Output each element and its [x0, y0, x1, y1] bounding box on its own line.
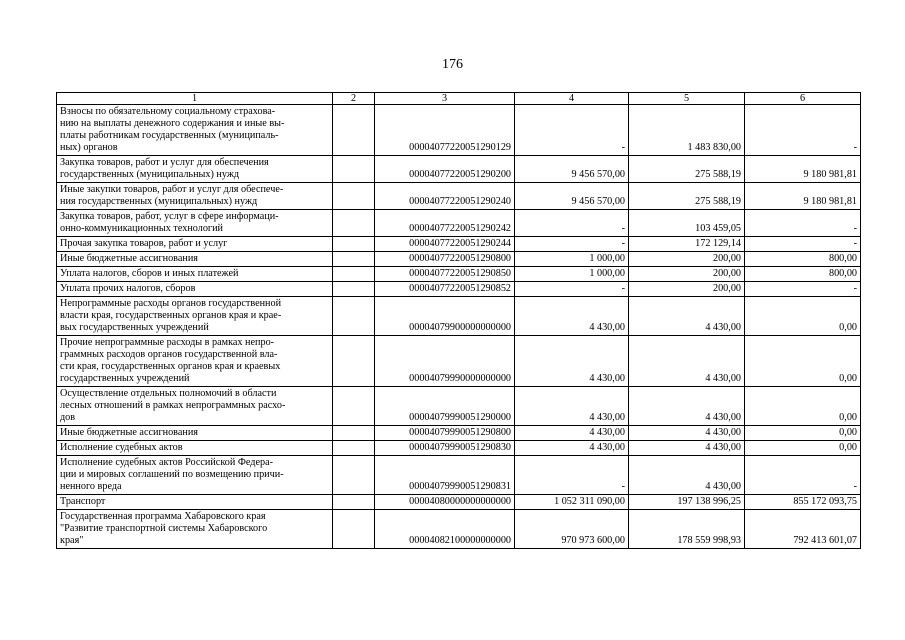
row-value-col6: - — [745, 282, 861, 297]
row-value-col4: - — [515, 105, 629, 156]
row-col2-cell — [333, 105, 375, 156]
row-value-col6: 0,00 — [745, 441, 861, 456]
row-code-cell: 00004077220051290200 — [375, 156, 515, 183]
budget-table — [56, 92, 861, 549]
row-name-cell: Прочие непрограммные расходы в рамках непро- граммных расходов органов государственной вла- сти края, государственных органов края и краевых государственных учреждений — [57, 336, 333, 387]
row-value-col5: 1 483 830,00 — [629, 105, 745, 156]
table-row — [57, 426, 861, 441]
row-col2-cell — [333, 510, 375, 549]
row-value-col6: 855 172 093,75 — [745, 495, 861, 510]
row-value-col6: - — [745, 456, 861, 495]
row-name-cell: Государственная программа Хабаровского края "Развитие транспортной системы Хабаровского края" — [57, 510, 333, 549]
table-row — [57, 495, 861, 510]
row-value-col4: 9 456 570,00 — [515, 183, 629, 210]
row-code-cell: 00004079990051290831 — [375, 456, 515, 495]
row-value-col4: 4 430,00 — [515, 426, 629, 441]
row-value-col6: - — [745, 210, 861, 237]
row-value-col4: 970 973 600,00 — [515, 510, 629, 549]
row-col2-cell — [333, 156, 375, 183]
table-row — [57, 210, 861, 237]
row-value-col5: 4 430,00 — [629, 297, 745, 336]
table-row — [57, 267, 861, 282]
row-value-col5: 200,00 — [629, 267, 745, 282]
row-col2-cell — [333, 297, 375, 336]
row-name-cell: Уплата налогов, сборов и иных платежей — [57, 267, 333, 282]
row-name-cell: Уплата прочих налогов, сборов — [57, 282, 333, 297]
row-name-cell: Закупка товаров, работ и услуг для обеспечения государственных (муниципальных) нужд — [57, 156, 333, 183]
row-code-cell: 00004077220051290129 — [375, 105, 515, 156]
row-name-cell: Иные бюджетные ассигнования — [57, 426, 333, 441]
row-name-cell: Закупка товаров, работ, услуг в сфере информаци- онно-коммуникационных технологий — [57, 210, 333, 237]
row-value-col5: 178 559 998,93 — [629, 510, 745, 549]
row-col2-cell — [333, 237, 375, 252]
row-code-cell: 00004079990051290830 — [375, 441, 515, 456]
row-value-col4: 1 052 311 090,00 — [515, 495, 629, 510]
row-name-cell: Прочая закупка товаров, работ и услуг — [57, 237, 333, 252]
row-name-cell: Исполнение судебных актов Российской Федера- ции и мировых соглашений по возмещению причи- ненного вреда — [57, 456, 333, 495]
row-value-col5: 4 430,00 — [629, 456, 745, 495]
row-code-cell: 00004079990000000000 — [375, 336, 515, 387]
row-value-col6: 792 413 601,07 — [745, 510, 861, 549]
row-value-col5: 4 430,00 — [629, 387, 745, 426]
row-name-cell: Непрограммные расходы органов государственной власти края, государственных органов края и крае- вых государственных учреждений — [57, 297, 333, 336]
table-row — [57, 297, 861, 336]
row-name-cell: Транспорт — [57, 495, 333, 510]
row-code-cell: 00004080000000000000 — [375, 495, 515, 510]
row-value-col4: 4 430,00 — [515, 441, 629, 456]
row-col2-cell — [333, 441, 375, 456]
table-row — [57, 456, 861, 495]
row-value-col5: 200,00 — [629, 252, 745, 267]
row-value-col4: 4 430,00 — [515, 297, 629, 336]
row-col2-cell — [333, 495, 375, 510]
row-col2-cell — [333, 282, 375, 297]
row-col2-cell — [333, 336, 375, 387]
row-value-col6: - — [745, 237, 861, 252]
row-value-col6: 800,00 — [745, 267, 861, 282]
row-value-col6: 0,00 — [745, 387, 861, 426]
row-code-cell: 00004079900000000000 — [375, 297, 515, 336]
column-header: 1 — [57, 93, 333, 105]
column-header: 4 — [515, 93, 629, 105]
row-code-cell: 00004077220051290852 — [375, 282, 515, 297]
row-code-cell: 00004077220051290244 — [375, 237, 515, 252]
table-header-row — [57, 93, 861, 105]
table-row — [57, 252, 861, 267]
column-header: 3 — [375, 93, 515, 105]
table-row — [57, 282, 861, 297]
row-code-cell: 00004079990051290000 — [375, 387, 515, 426]
table-row — [57, 336, 861, 387]
row-value-col5: 275 588,19 — [629, 183, 745, 210]
row-code-cell: 00004077220051290800 — [375, 252, 515, 267]
row-code-cell: 00004079990051290800 — [375, 426, 515, 441]
table-row — [57, 441, 861, 456]
row-col2-cell — [333, 456, 375, 495]
row-col2-cell — [333, 267, 375, 282]
row-code-cell: 00004077220051290850 — [375, 267, 515, 282]
column-header: 6 — [745, 93, 861, 105]
row-col2-cell — [333, 387, 375, 426]
row-code-cell: 00004077220051290242 — [375, 210, 515, 237]
row-value-col6: 9 180 981,81 — [745, 156, 861, 183]
row-value-col4: - — [515, 237, 629, 252]
row-value-col4: - — [515, 456, 629, 495]
row-name-cell: Взносы по обязательному социальному страхова- нию на выплаты денежного содержания и иные вы- платы работникам государственных (муниципаль- ных) органов — [57, 105, 333, 156]
row-col2-cell — [333, 252, 375, 267]
row-value-col6: 0,00 — [745, 297, 861, 336]
row-name-cell: Осуществление отдельных полномочий в области лесных отношений в рамках непрограммных расхо- дов — [57, 387, 333, 426]
row-value-col5: 275 588,19 — [629, 156, 745, 183]
table-row — [57, 237, 861, 252]
row-value-col5: 200,00 — [629, 282, 745, 297]
column-header: 2 — [333, 93, 375, 105]
row-col2-cell — [333, 210, 375, 237]
row-value-col6: 0,00 — [745, 336, 861, 387]
row-value-col6: 0,00 — [745, 426, 861, 441]
table-row — [57, 510, 861, 549]
row-col2-cell — [333, 183, 375, 210]
row-name-cell: Исполнение судебных актов — [57, 441, 333, 456]
row-value-col4: 9 456 570,00 — [515, 156, 629, 183]
row-value-col4: - — [515, 210, 629, 237]
row-value-col5: 4 430,00 — [629, 426, 745, 441]
row-value-col4: 4 430,00 — [515, 387, 629, 426]
row-value-col5: 172 129,14 — [629, 237, 745, 252]
row-value-col5: 4 430,00 — [629, 336, 745, 387]
row-value-col6: - — [745, 105, 861, 156]
row-value-col6: 800,00 — [745, 252, 861, 267]
table-row — [57, 183, 861, 210]
row-value-col5: 197 138 996,25 — [629, 495, 745, 510]
row-value-col4: - — [515, 282, 629, 297]
row-value-col4: 4 430,00 — [515, 336, 629, 387]
row-value-col4: 1 000,00 — [515, 252, 629, 267]
row-value-col4: 1 000,00 — [515, 267, 629, 282]
row-name-cell: Иные бюджетные ассигнования — [57, 252, 333, 267]
column-header: 5 — [629, 93, 745, 105]
table-row — [57, 387, 861, 426]
page-number: 176 — [442, 57, 463, 72]
table-row — [57, 105, 861, 156]
row-col2-cell — [333, 426, 375, 441]
row-value-col5: 103 459,05 — [629, 210, 745, 237]
row-code-cell: 00004077220051290240 — [375, 183, 515, 210]
table-row — [57, 156, 861, 183]
row-value-col5: 4 430,00 — [629, 441, 745, 456]
row-value-col6: 9 180 981,81 — [745, 183, 861, 210]
row-name-cell: Иные закупки товаров, работ и услуг для обеспече- ния государственных (муниципальных) нужд — [57, 183, 333, 210]
row-code-cell: 00004082100000000000 — [375, 510, 515, 549]
